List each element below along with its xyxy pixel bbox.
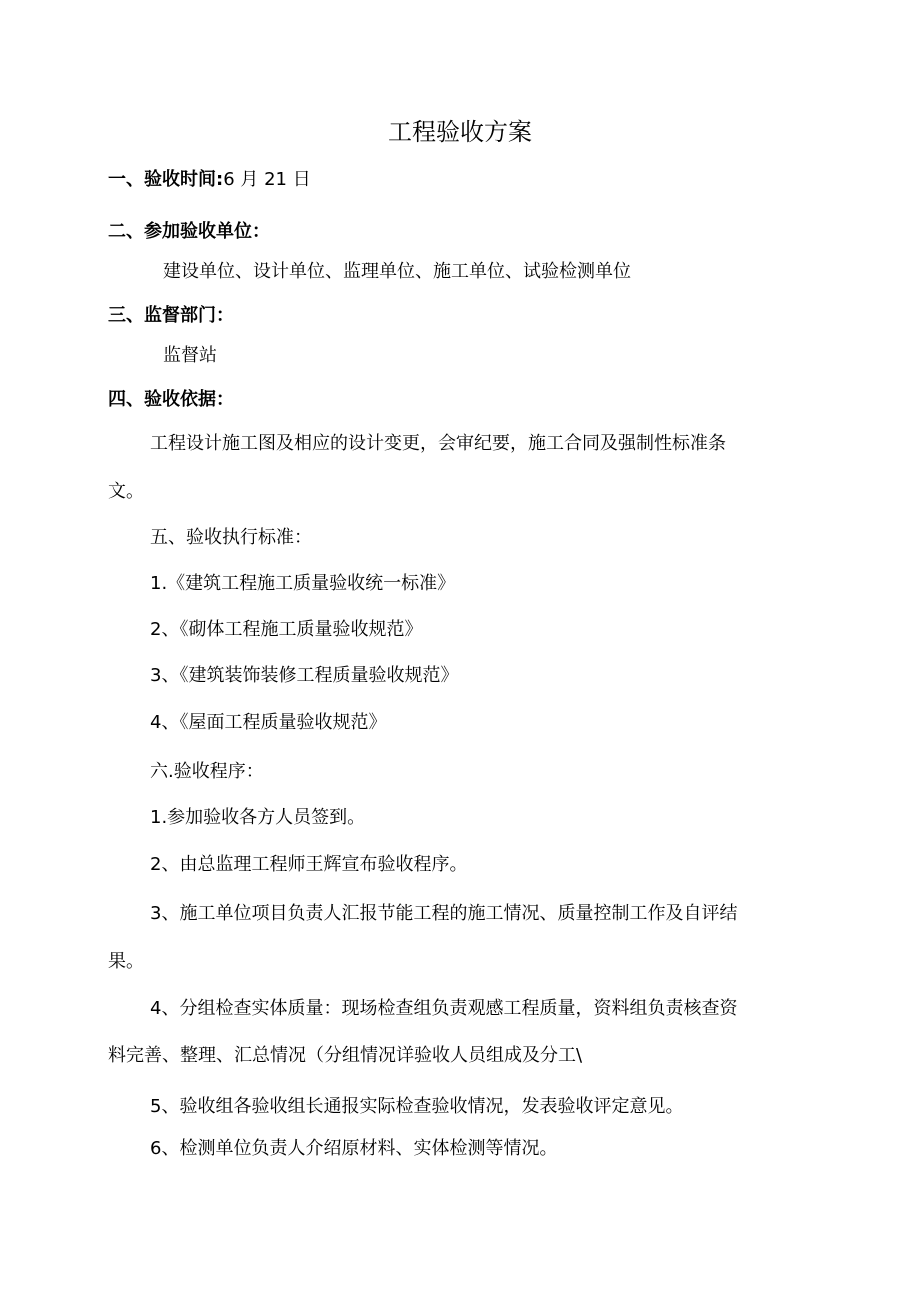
procedure-step: 1.参加验收各方人员签到。 (150, 807, 366, 828)
procedure-step: 6、检测单位负责人介绍原材料、实体检测等情况。 (150, 1138, 558, 1159)
acceptance-basis-line: 文。 (108, 481, 144, 502)
section-heading: 二、参加验收单位： (108, 221, 270, 242)
section-heading: 一、验收时间: (108, 169, 224, 190)
standard-item: 4、《屋面工程质量验收规范》 (150, 712, 387, 733)
acceptance-date: 6 月 21 日 (223, 169, 311, 190)
participating-units: 建设单位、设计单位、监理单位、施工单位、试验检测单位 (163, 261, 631, 282)
section-heading: 六.验收程序： (150, 761, 264, 782)
document-title: 工程验收方案 (388, 118, 532, 146)
standard-item: 2、《砌体工程施工质量验收规范》 (150, 619, 423, 640)
procedure-step: 3、施工单位项目负责人汇报节能工程的施工情况、质量控制工作及自评结 (150, 903, 738, 924)
acceptance-basis-line: 工程设计施工图及相应的设计变更，会审纪要，施工合同及强制性标准条 (150, 433, 726, 454)
procedure-step: 5、验收组各验收组长通报实际检查验收情况，发表验收评定意见。 (150, 1096, 684, 1117)
section-acceptance-time (108, 168, 311, 192)
standard-item: 3、《建筑装饰装修工程质量验收规范》 (150, 665, 459, 686)
supervision-department: 监督站 (163, 345, 217, 366)
procedure-step: 4、分组检查实体质量：现场检查组负责观感工程质量，资料组负责核查资 (150, 998, 738, 1019)
section-heading: 四、验收依据： (108, 389, 234, 410)
section-heading: 三、监督部门： (108, 305, 234, 326)
standard-item: 1.《建筑工程施工质量验收统一标准》 (150, 573, 456, 594)
procedure-step-continuation: 果。 (108, 951, 144, 972)
procedure-step-continuation: 料完善、整理、汇总情况（分组情况详验收人员组成及分工\ (108, 1045, 583, 1066)
procedure-step: 2、由总监理工程师王辉宣布验收程序。 (150, 854, 468, 875)
section-heading: 五、验收执行标准： (150, 527, 312, 548)
